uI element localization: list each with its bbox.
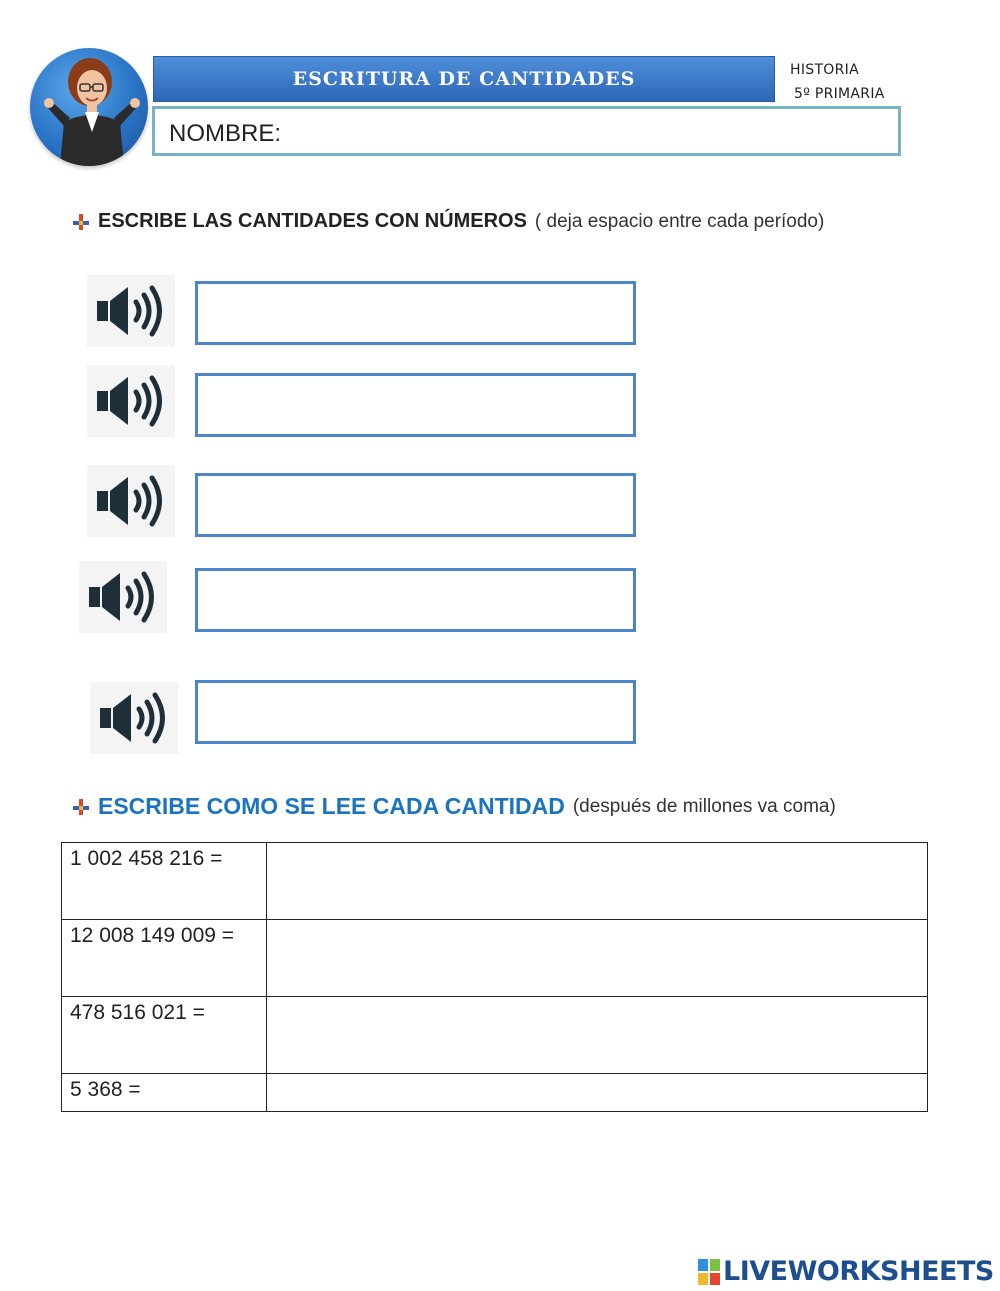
- name-label: NOMBRE:: [169, 120, 282, 147]
- speaker-icon[interactable]: [87, 465, 175, 537]
- section2-note: (después de millones va coma): [572, 795, 836, 817]
- subject-label: HISTORIA: [790, 62, 859, 78]
- answer-cell[interactable]: [267, 920, 928, 997]
- worksheet-title: ESCRITURA DE CANTIDADES: [292, 68, 636, 90]
- table-row: [62, 920, 928, 997]
- number-cell: 1 002 458 216 =: [62, 843, 267, 920]
- answer-cell[interactable]: [267, 1074, 928, 1112]
- table-row: [62, 997, 928, 1074]
- speaker-icon[interactable]: [90, 682, 178, 754]
- answer-cell[interactable]: [267, 997, 928, 1074]
- worksheet-title-bar: [153, 56, 775, 102]
- section1-heading: [72, 210, 824, 233]
- liveworksheets-logo-icon: [698, 1259, 720, 1285]
- reading-table: [61, 842, 928, 1112]
- logo-text: LIVEWORKSHEETS: [723, 1256, 994, 1287]
- speaker-icon[interactable]: [87, 275, 175, 347]
- subject-info: [790, 58, 885, 106]
- bullet-icon: [72, 213, 90, 231]
- answer-input-4[interactable]: [195, 568, 636, 632]
- section2-heading: [72, 793, 836, 820]
- table-row: [62, 843, 928, 920]
- speaker-icon[interactable]: [79, 561, 167, 633]
- grade-label: 5º PRIMARIA: [794, 86, 885, 102]
- liveworksheets-logo: [698, 1256, 994, 1287]
- answer-input-1[interactable]: [195, 281, 636, 345]
- answer-input-3[interactable]: [195, 473, 636, 537]
- answer-input-5[interactable]: [195, 680, 636, 744]
- answer-cell[interactable]: [267, 843, 928, 920]
- name-field[interactable]: [152, 106, 901, 156]
- section2-title: ESCRIBE COMO SE LEE CADA CANTIDAD: [98, 793, 565, 819]
- number-cell: 478 516 021 =: [62, 997, 267, 1074]
- section1-note: ( deja espacio entre cada período): [534, 210, 825, 232]
- number-cell: 12 008 149 009 =: [62, 920, 267, 997]
- speaker-icon[interactable]: [87, 365, 175, 437]
- answer-input-2[interactable]: [195, 373, 636, 437]
- section1-title: ESCRIBE LAS CANTIDADES CON NÚMEROS: [98, 210, 527, 232]
- number-cell: 5 368 =: [62, 1074, 267, 1112]
- bullet-icon: [72, 798, 90, 816]
- teacher-avatar: [30, 48, 148, 166]
- table-row: [62, 1074, 928, 1112]
